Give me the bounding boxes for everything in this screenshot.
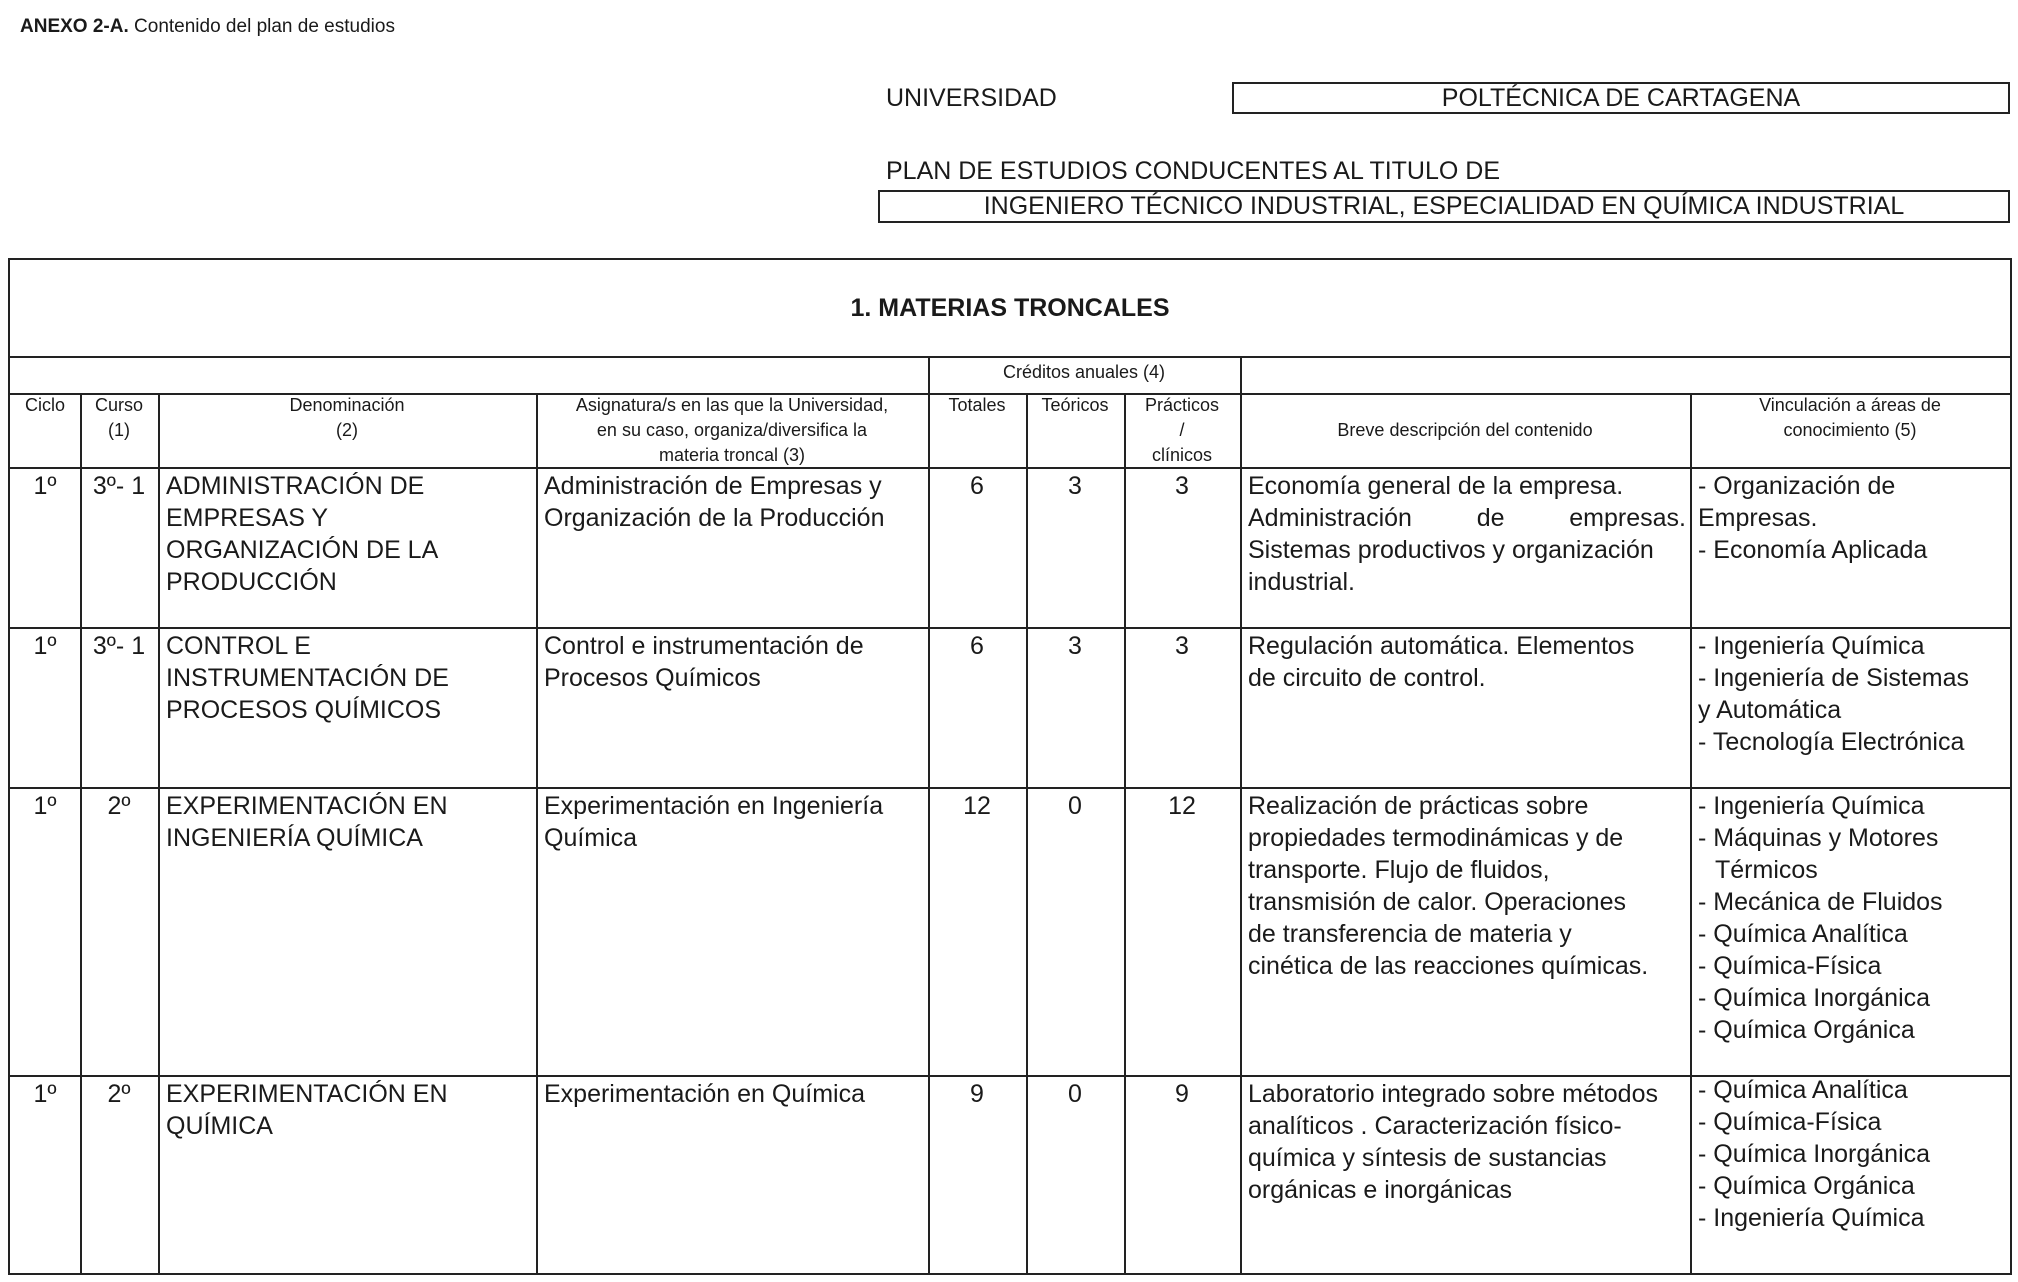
row3-area-item: Térmicos	[1715, 856, 1818, 884]
col-vinculacion-header-line2: conocimiento (5)	[1783, 420, 1917, 440]
degree-title-box: INGENIERO TÉCNICO INDUSTRIAL, ESPECIALIDAD EN QUÍMICA INDUSTRIAL	[878, 190, 2010, 223]
col-asignatura-header	[536, 393, 928, 468]
row2-curso: 3º- 1	[92, 632, 146, 660]
row2-totales: 6	[970, 632, 984, 660]
row4-teoricos: 0	[1068, 1080, 1082, 1108]
row1-descripcion-line: industrial.	[1248, 568, 1355, 596]
row3-area-item: - Máquinas y Motores	[1698, 824, 1939, 852]
row4-totales: 9	[970, 1080, 984, 1108]
row1-area-item: Empresas.	[1698, 504, 1818, 532]
row2-descripcion-line: de circuito de control.	[1248, 664, 1486, 692]
row3-area-item: - Mecánica de Fluidos	[1698, 888, 1943, 916]
col-vinculacion-header-line1: Vinculación a áreas de	[1759, 395, 1941, 415]
row3-totales: 12	[963, 792, 991, 820]
row3-descripcion-line: de transferencia de materia y	[1248, 920, 1572, 948]
row1-curso: 3º- 1	[92, 472, 146, 500]
row4-area-item: - Química-Física	[1698, 1108, 1882, 1136]
col-teoricos-header: Teóricos	[1041, 395, 1109, 415]
annex-number: ANEXO 2-A.	[20, 16, 129, 37]
row2-area-item: y Automática	[1698, 696, 1842, 724]
row3-denominacion-line: EXPERIMENTACIÓN EN	[166, 792, 448, 820]
row4-descripcion-line: analíticos . Caracterización físico-	[1248, 1112, 1622, 1140]
row1-denominacion	[166, 470, 534, 598]
row3-area-item: - Química-Física	[1698, 952, 1882, 980]
row1-area-item: - Economía Aplicada	[1698, 536, 1928, 564]
col-curso-header	[80, 393, 158, 443]
row3-curso: 2º	[107, 792, 131, 820]
col-practicos-header-line3: clínicos	[1151, 445, 1213, 465]
row4-area-item: - Química Analítica	[1698, 1076, 1908, 1104]
row4-denominacion-line: EXPERIMENTACIÓN EN	[166, 1080, 448, 1108]
row4-curso: 2º	[107, 1080, 131, 1108]
col-vinculacion-header	[1690, 393, 2010, 443]
row1-denominacion-line: ADMINISTRACIÓN DE	[166, 472, 425, 500]
row2-descripcion	[1248, 630, 1686, 694]
row2-asignatura	[544, 630, 924, 694]
row4-descripcion	[1248, 1078, 1686, 1206]
row2-denominacion-line: CONTROL E	[166, 632, 311, 660]
plan-label: PLAN DE ESTUDIOS CONDUCENTES AL TITULO DE	[886, 157, 1501, 185]
row3-descripcion-line: transmisión de calor. Operaciones	[1248, 888, 1626, 916]
row4-descripcion-line: química y síntesis de sustancias	[1248, 1144, 1607, 1172]
col-asignatura-header-line3: materia troncal (3)	[658, 445, 806, 465]
row4-ciclo: 1º	[33, 1080, 57, 1108]
row2-area-item: - Tecnología Electrónica	[1698, 728, 1965, 756]
row2-area-item: - Ingeniería de Sistemas	[1698, 664, 1969, 692]
col-practicos-header-line1: Prácticos	[1144, 395, 1220, 415]
row4-denominacion-line: QUÍMICA	[166, 1112, 273, 1140]
row4-denominacion	[166, 1078, 534, 1142]
row4-descripcion-line: orgánicas e inorgánicas	[1248, 1176, 1513, 1204]
row2-area-item: - Ingeniería Química	[1698, 632, 1925, 660]
university-label: UNIVERSIDAD	[886, 84, 1057, 112]
col-practicos-header-line2: /	[1179, 420, 1185, 440]
row1-practicos: 3	[1175, 472, 1189, 500]
row4-area-item: - Química Inorgánica	[1698, 1140, 1931, 1168]
row1-totales: 6	[970, 472, 984, 500]
row3-asignatura	[544, 790, 924, 854]
row2-teoricos: 3	[1068, 632, 1082, 660]
col-curso-header-line2: (1)	[108, 420, 130, 440]
row1-teoricos: 3	[1068, 472, 1082, 500]
table-title: 1. MATERIAS TRONCALES	[10, 260, 2010, 358]
row4-practicos: 9	[1175, 1080, 1189, 1108]
row3-denominacion	[166, 790, 534, 854]
row1-asignatura-line: Organización de la Producción	[544, 504, 885, 532]
row4-descripcion-line: Laboratorio integrado sobre métodos	[1248, 1080, 1658, 1108]
col-denominacion-header-line1: Denominación	[289, 395, 405, 415]
row4-asignatura-line: Experimentación en Química	[544, 1080, 865, 1108]
col-descripcion-header: Breve descripción del contenido	[1337, 420, 1593, 440]
row2-denominacion-line: PROCESOS QUÍMICOS	[166, 696, 442, 724]
row3-practicos: 12	[1168, 792, 1196, 820]
col-curso-header-line1: Curso	[94, 395, 143, 415]
col-totales-header: Totales	[948, 395, 1006, 415]
row2-denominacion	[166, 630, 534, 726]
row3-area-item: - Química Inorgánica	[1698, 984, 1931, 1012]
row1-denominacion-line: PRODUCCIÓN	[166, 568, 337, 596]
row3-descripcion-line: cinética de las reacciones químicas.	[1248, 952, 1649, 980]
row1-descripcion-line: Economía general de la empresa.	[1248, 472, 1624, 500]
row1-area-item: - Organización de	[1698, 472, 1896, 500]
creditos-group-header: Créditos anuales (4)	[1002, 362, 1166, 382]
row1-asignatura-line: Administración de Empresas y	[544, 472, 882, 500]
row4-area-item: - Ingeniería Química	[1698, 1204, 1925, 1232]
row1-descripcion	[1248, 470, 1686, 598]
row2-descripcion-line: Regulación automática. Elementos	[1248, 632, 1635, 660]
annex-title	[20, 16, 395, 38]
row3-area-item: - Ingeniería Química	[1698, 792, 1925, 820]
row3-asignatura-line: Química	[544, 824, 638, 852]
row3-denominacion-line: INGENIERÍA QUÍMICA	[166, 824, 423, 852]
row2-ciclo: 1º	[33, 632, 57, 660]
row3-areas	[1698, 790, 2008, 1046]
col-asignatura-header-line1: Asignatura/s en las que la Universidad,	[575, 395, 889, 415]
row3-ciclo: 1º	[33, 792, 57, 820]
row3-area-item: - Química Analítica	[1698, 920, 1908, 948]
row1-denominacion-line: ORGANIZACIÓN DE LA	[166, 536, 439, 564]
col-ciclo-header: Ciclo	[24, 395, 65, 415]
troncales-table	[8, 258, 2012, 1275]
col-denominacion-header-line2: (2)	[336, 420, 358, 440]
col-practicos-header	[1124, 393, 1240, 468]
row1-descripcion-line: Sistemas productivos y organización	[1248, 536, 1654, 564]
row1-areas	[1698, 470, 2008, 566]
row4-area-item: - Química Orgánica	[1698, 1172, 1915, 1200]
annex-subtitle: Contenido del plan de estudios	[134, 16, 395, 37]
row2-denominacion-line: INSTRUMENTACIÓN DE	[166, 664, 449, 692]
row3-area-item: - Química Orgánica	[1698, 1016, 1915, 1044]
row1-ciclo: 1º	[33, 472, 57, 500]
row3-teoricos: 0	[1068, 792, 1082, 820]
row1-asignatura	[544, 470, 924, 534]
row3-descripcion	[1248, 790, 1686, 982]
row2-asignatura-line: Procesos Químicos	[544, 664, 761, 692]
row4-asignatura	[544, 1078, 924, 1110]
row3-descripcion-line: propiedades termodinámicas y de	[1248, 824, 1624, 852]
row2-practicos: 3	[1175, 632, 1189, 660]
row1-descripcion-line: Administración de empresas.	[1248, 504, 1686, 532]
row3-descripcion-line: Realización de prácticas sobre	[1248, 792, 1589, 820]
university-value-box: POLTÉCNICA DE CARTAGENA	[1232, 82, 2010, 114]
row4-areas	[1698, 1074, 2008, 1234]
col-asignatura-header-line2: en su caso, organiza/diversifica la	[596, 420, 868, 440]
row2-areas	[1698, 630, 2008, 758]
col-denominacion-header	[158, 393, 536, 443]
row2-asignatura-line: Control e instrumentación de	[544, 632, 864, 660]
row1-denominacion-line: EMPRESAS Y	[166, 504, 329, 532]
row3-descripcion-line: transporte. Flujo de fluidos,	[1248, 856, 1550, 884]
row3-asignatura-line: Experimentación en Ingeniería	[544, 792, 884, 820]
